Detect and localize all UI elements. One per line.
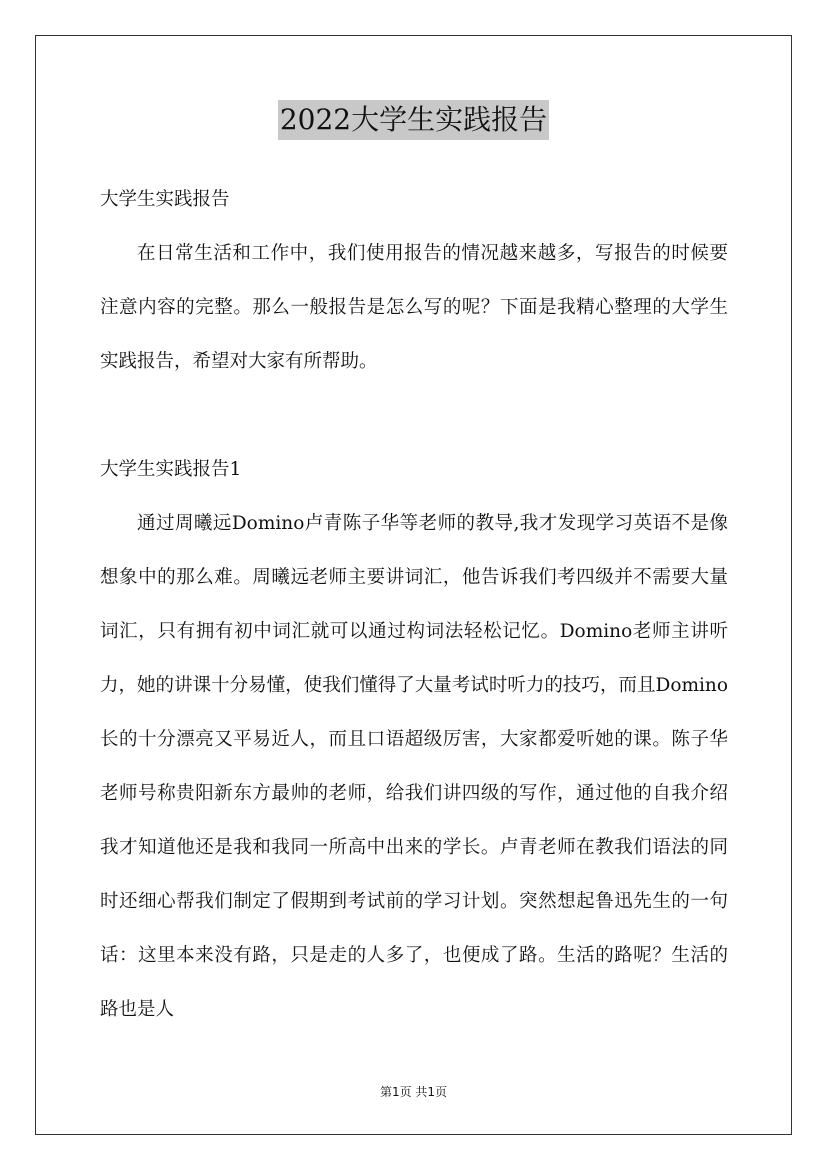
title-container <box>0 100 827 140</box>
document-title: 2022大学生实践报告 <box>278 100 549 140</box>
document-body <box>100 173 728 1037</box>
intro-heading: 大学生实践报告 <box>100 189 230 210</box>
section1-heading: 大学生实践报告1 <box>100 459 242 480</box>
section-gap <box>100 389 728 443</box>
section1-paragraph: 通过周曦远Domino卢青陈子华等老师的教导,我才发现学习英语不是像想象中的那么难。周曦远老师主要讲词汇，他告诉我们考四级并不需要大量词汇，只有拥有初中词汇就可以通过构词法轻松记忆。Domino老师主讲听力，她的讲课十分易懂，使我们懂得了大量考试时听力的技巧，而且Domino长的十分漂亮又平易近人，而且口语超级厉害，大家都爱听她的课。陈子华老师号称贵阳新东方最帅的老师，给我们讲四级的写作，通过他的自我介绍我才知道他还是我和我同一所高中出来的学长。卢青老师在教我们语法的同时还细心帮我们制定了假期到考试前的学习计划。突然想起鲁迅先生的一句话：这里本来没有路，只是走的人多了，也便成了路。生活的路呢？生活的路也是人 <box>100 513 728 1020</box>
page-footer: 第1页 共1页 <box>379 1085 448 1099</box>
intro-paragraph: 在日常生活和工作中，我们使用报告的情况越来越多，写报告的时候要注意内容的完整。那么一般报告是怎么写的呢？下面是我精心整理的大学生实践报告，希望对大家有所帮助。 <box>100 243 728 372</box>
